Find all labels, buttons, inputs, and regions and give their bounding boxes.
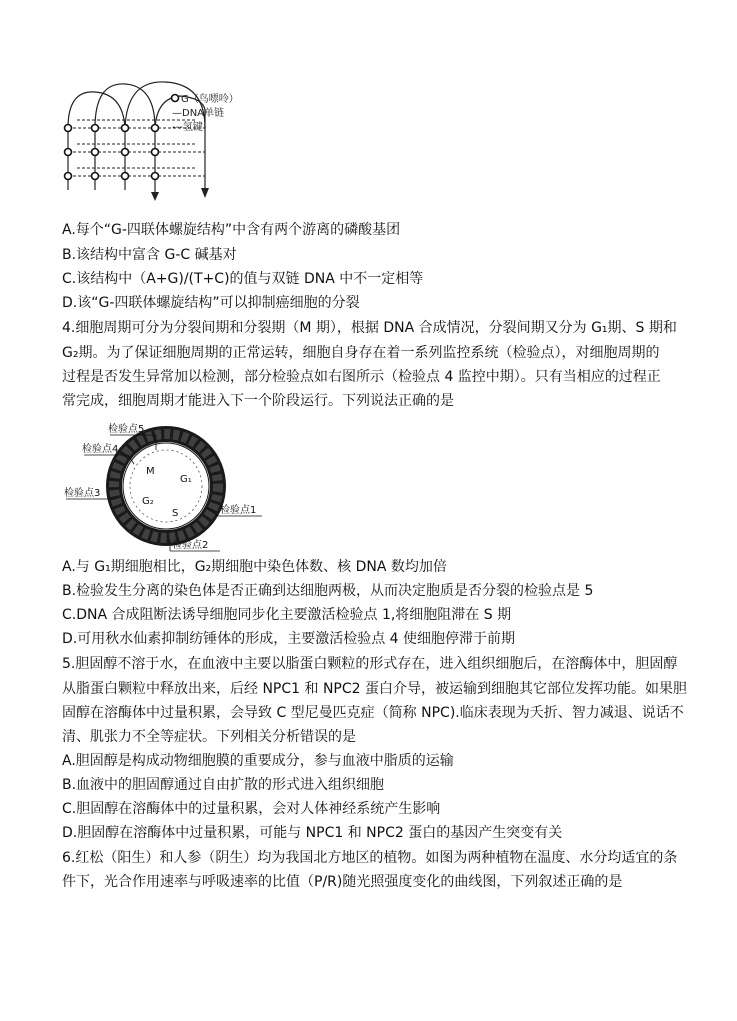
q4-option-a: A.与 G₁期细胞相比，G₂期细胞中染色体数、核 DNA 数均加倍 — [62, 559, 447, 575]
figure1-legend — [170, 90, 260, 140]
checkpoint-3: 检验点3 — [64, 488, 101, 499]
q3-option-d: D.该“G-四联体螺旋结构”可以抑制癌细胞的分裂 — [62, 295, 360, 311]
checkpoint-5: 检验点5 — [108, 424, 145, 435]
g-node-icon — [172, 95, 179, 102]
q6-stem-line1: 6.红松（阳生）和人参（阴生）均为我国北方地区的植物。如图为两种植物在温度、水分均适宜的条 — [62, 850, 678, 866]
q4-option-d: D.可用秋水仙素抑制纺锤体的形成，主要激活检验点 4 使细胞停滞于前期 — [62, 631, 516, 647]
q5-option-d: D.胆固醇在溶酶体中过量积累，可能与 NPC1 和 NPC2 蛋白的基因产生突变有关 — [62, 825, 563, 841]
q5-stem-line3: 固醇在溶酶体中过量积累，会导致 C 型尼曼匹克症（简称 NPC).临床表现为夭折、智力减退、说话不 — [62, 705, 684, 721]
q5-stem-line4: 清、肌张力不全等症状。下列相关分析错误的是 — [62, 729, 356, 745]
q4-option-b: B.检验发生分离的染色体是否正确到达细胞两极，从而决定胞质是否分裂的检验点是 5 — [62, 583, 594, 599]
q4-option-c: C.DNA 合成阻断法诱导细胞同步化主要激活检验点 1,将细胞阻滞在 S 期 — [62, 607, 512, 623]
q3-option-b: B.该结构中富含 G-C 碱基对 — [62, 247, 237, 263]
checkpoint-1: 检验点1 — [220, 505, 257, 516]
cell-cycle-figure — [62, 420, 272, 554]
legend-hbond: ---氢键 — [172, 122, 203, 133]
q4-stem-line2: G₂期。为了保证细胞周期的正常运转，细胞自身存在着一系列监控系统（检验点），对细胞周期的 — [62, 345, 660, 361]
checkpoint-2: 检验点2 — [172, 540, 209, 551]
q5-stem-line1: 5.胆固醇不溶于水，在血液中主要以脂蛋白颗粒的形式存在，进入组织细胞后，在溶酶体中，胆固醇 — [62, 656, 678, 672]
checkpoint-4: 检验点4 — [82, 444, 119, 455]
phase-g1: G₁ — [180, 474, 192, 485]
q4-stem-line3: 过程是否发生异常加以检测，部分检验点如右图所示（检验点 4 监控中期）。只有当相应的过程正 — [62, 369, 661, 385]
q3-option-a: A.每个“G-四联体螺旋结构”中含有两个游离的磷酸基团 — [62, 222, 401, 238]
q6-stem-line2: 件下，光合作用速率与呼吸速率的比值（P/R)随光照强度变化的曲线图，下列叙述正确的是 — [62, 874, 623, 890]
q5-stem-line2: 从脂蛋白颗粒中释放出来，后经 NPC1 和 NPC2 蛋白介导，被运输到细胞其它部位发挥功能。如果胆 — [62, 681, 687, 697]
legend-dna: —DNA单链 — [172, 108, 225, 119]
q4-stem-line1: 4.细胞周期可分为分裂间期和分裂期（M 期），根据 DNA 合成情况，分裂间期又分为 G₁期、S 期和 — [62, 320, 677, 336]
q3-option-c: C.该结构中（A+G)/(T+C)的值与双链 DNA 中不一定相等 — [62, 271, 424, 287]
phase-g2: G₂ — [142, 496, 154, 507]
phase-s: S — [172, 508, 179, 519]
q4-stem-line4: 常完成，细胞周期才能进入下一个阶段运行。下列说法正确的是 — [62, 393, 454, 409]
legend-g: G（鸟嘌呤） — [181, 94, 239, 105]
q5-option-c: C.胆固醇在溶酶体中的过量积累，会对人体神经系统产生影响 — [62, 801, 441, 817]
q5-option-a: A.胆固醇是构成动物细胞膜的重要成分，参与血液中脂质的运输 — [62, 753, 454, 769]
phase-m: M — [146, 466, 155, 477]
q5-option-b: B.血液中的胆固醇通过自由扩散的形式进入组织细胞 — [62, 777, 385, 793]
